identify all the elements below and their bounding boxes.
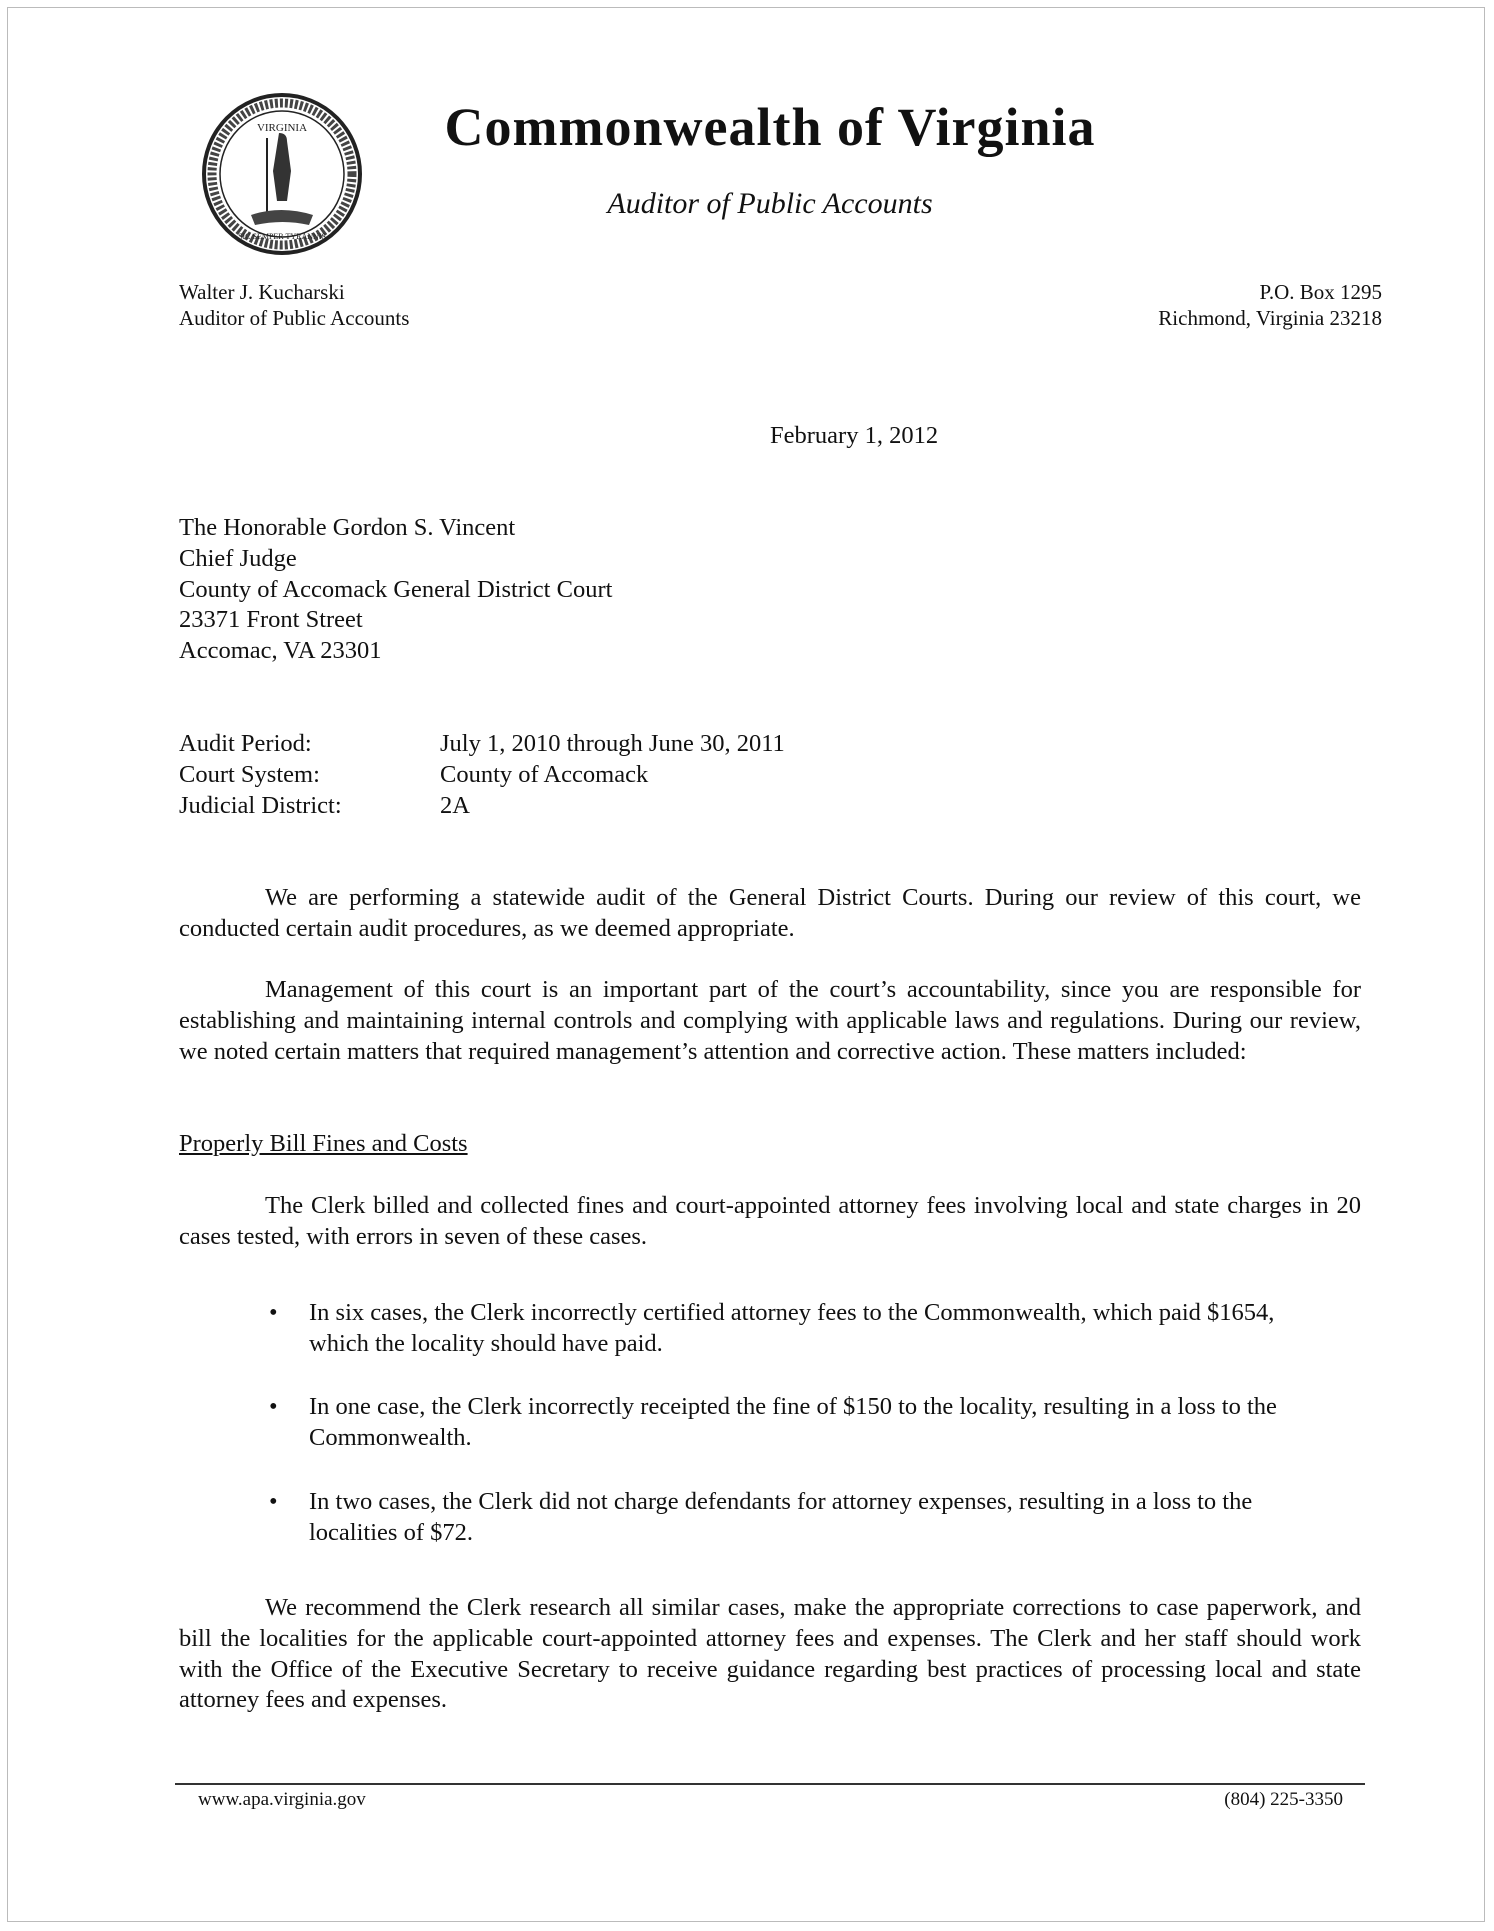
footer-divider [175, 1783, 1365, 1785]
address-block [1158, 279, 1382, 331]
paragraph: Management of this court is an important part of the court’s accountability, since you are responsible for establishing and maintaining internal controls and complying with applicable laws and regulations. During our review, we noted certain matters that required management’s attention and corrective action. These matters included: [179, 976, 1361, 1065]
sender-name: Walter J. Kucharski [179, 280, 345, 304]
section-heading: Properly Bill Fines and Costs [179, 1130, 468, 1157]
footer-website[interactable]: www.apa.virginia.gov [198, 1789, 366, 1810]
bullet-item [269, 1487, 1296, 1549]
recipient-line: 23371 Front Street [179, 606, 363, 634]
sender-title: Auditor of Public Accounts [179, 306, 410, 330]
audit-value: 2A [440, 791, 470, 819]
bullet-icon: • [269, 1299, 278, 1326]
audit-info [179, 729, 785, 821]
recipient-line: The Honorable Gordon S. Vincent [179, 514, 516, 541]
letter-date: February 1, 2012 [770, 422, 939, 449]
letterhead-title: Commonwealth of Virginia [444, 97, 1096, 157]
bullet-text: In six cases, the Clerk incorrectly certified attorney fees to the Commonwealth, which paid $1654, which the locality should have paid. [309, 1299, 1275, 1357]
svg-text:VIRGINIA: VIRGINIA [256, 122, 308, 134]
bullet-text: In two cases, the Clerk did not charge defendants for attorney expenses, resulting in a loss to the localities of $72. [309, 1488, 1253, 1546]
letterhead-subtitle: Auditor of Public Accounts [607, 187, 933, 220]
bullet-icon: • [269, 1393, 278, 1420]
bullet-icon: • [269, 1488, 278, 1515]
bullet-item [269, 1298, 1296, 1360]
paragraph: The Clerk billed and collected fines and court-appointed attorney fees involving local and state charges in 20 cases tested, with errors in seven of these cases. [179, 1192, 1361, 1250]
bullet-item [269, 1392, 1296, 1454]
recipient-block [179, 513, 612, 667]
city-state: Richmond, Virginia 23218 [1158, 306, 1382, 330]
sender-block [179, 279, 409, 331]
audit-value: County of Accomack [440, 760, 649, 788]
svg-text:SIC SEMPER TYRANNIS: SIC SEMPER TYRANNIS [238, 232, 326, 241]
recipient-line: Accomac, VA 23301 [179, 637, 382, 665]
po-box: P.O. Box 1295 [1259, 280, 1382, 304]
bullet-text: In one case, the Clerk incorrectly receipted the fine of $150 to the locality, resulting in a loss to the Commonwealth. [309, 1393, 1277, 1451]
paragraph: We are performing a statewide audit of the General District Courts. During our review of this court, we conducted certain audit procedures, as we deemed appropriate. [179, 884, 1361, 942]
audit-label: Judicial District: [179, 791, 342, 819]
audit-label: Audit Period: [179, 730, 312, 757]
audit-label: Court System: [179, 760, 320, 788]
audit-value: July 1, 2010 through June 30, 2011 [440, 730, 785, 757]
paragraph: We recommend the Clerk research all similar cases, make the appropriate corrections to case paperwork, and bill the localities for the applicable court-appointed attorney fees and expenses. The Clerk and her staff should work with the Office of the Executive Secretary to receive guidance regarding best practices of processing local and state attorney fees and expenses. [179, 1594, 1361, 1714]
recipient-line: Chief Judge [179, 544, 297, 572]
footer-phone: (804) 225-3350 [1224, 1789, 1343, 1810]
recipient-line: County of Accomack General District Court [179, 575, 613, 603]
